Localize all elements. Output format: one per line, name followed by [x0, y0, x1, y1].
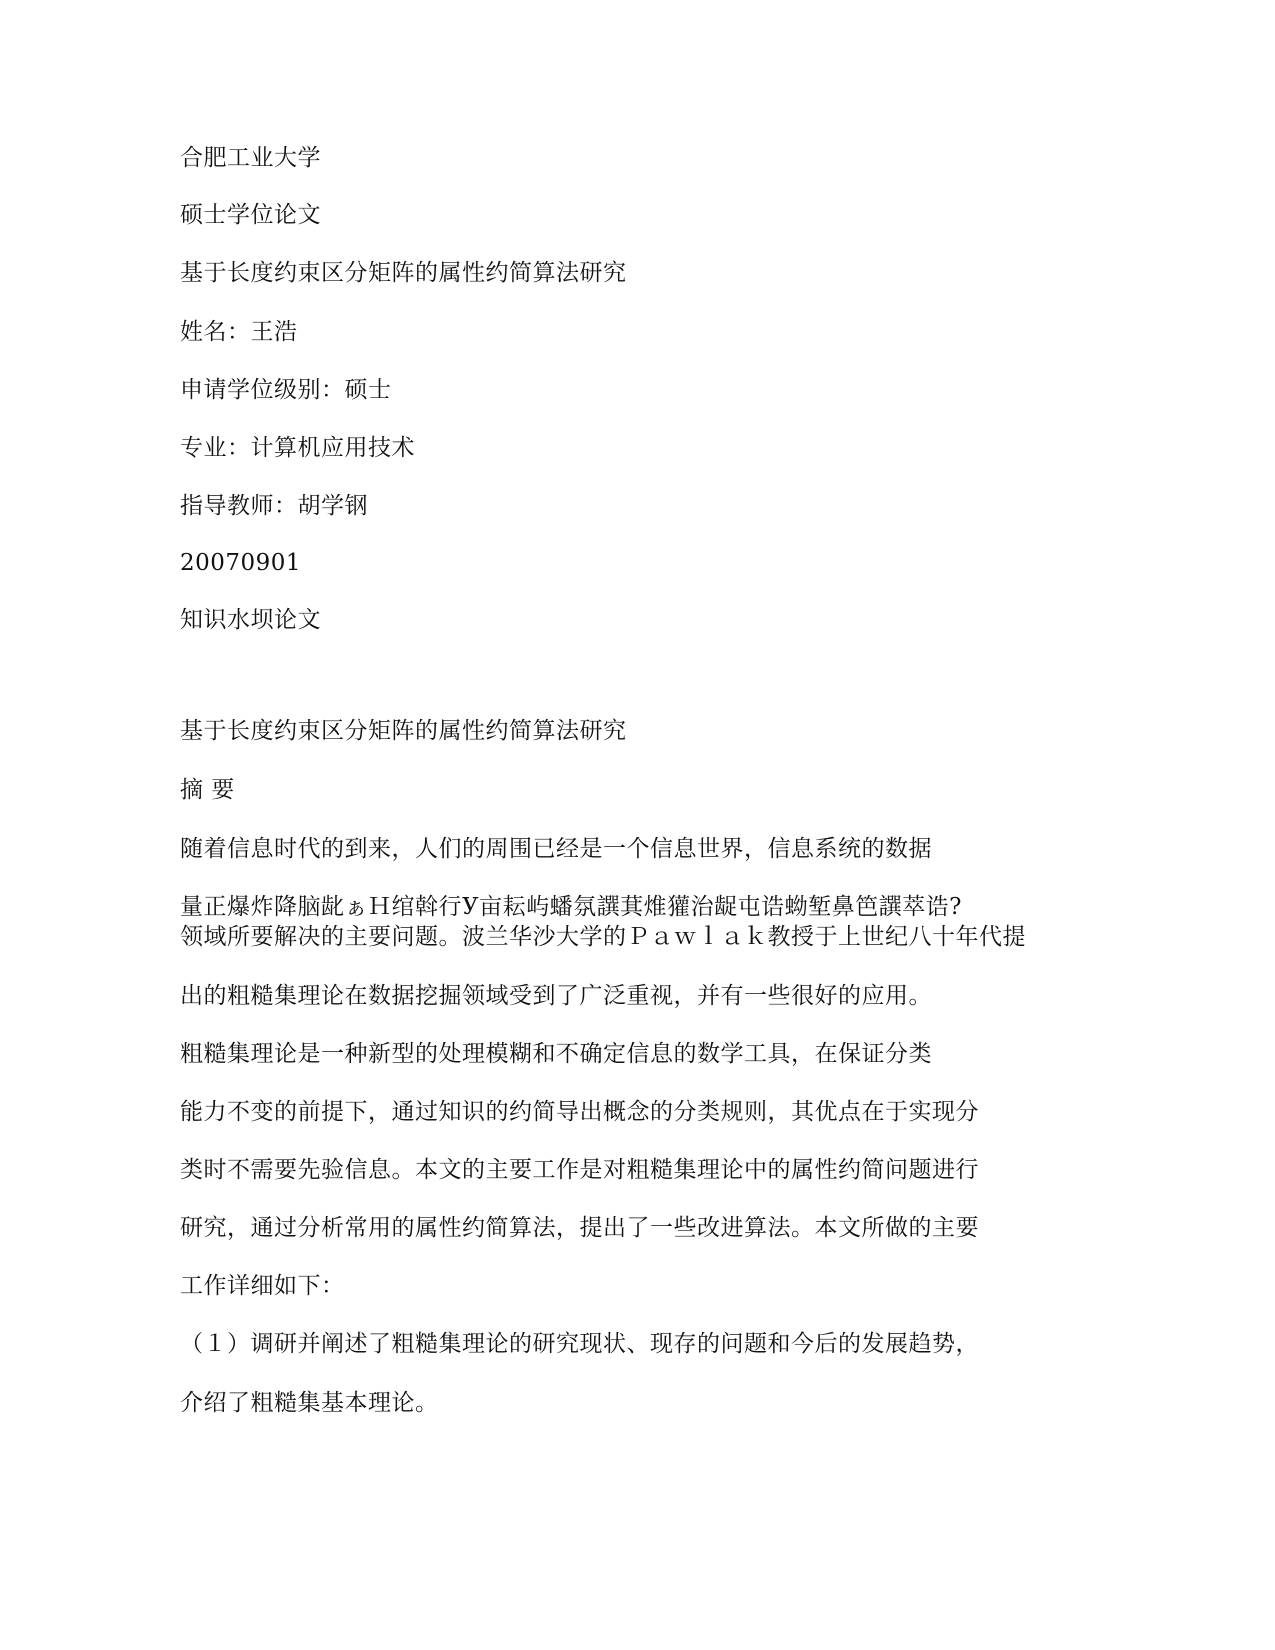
date: 20070901	[180, 550, 302, 576]
abstract-line-7: 类时不需要先验信息。本文的主要工作是对粗糙集理论中的属性约简问题进行	[180, 1157, 979, 1183]
author-name: 姓名：王浩	[180, 319, 298, 345]
degree-level: 申请学位级别：硕士	[180, 377, 392, 403]
advisor: 指导教师：胡学钢	[180, 493, 368, 519]
abstract-line-11: 介绍了粗糙集基本理论。	[180, 1390, 439, 1416]
abstract-line-5: 粗糙集理论是一种新型的处理模糊和不确定信息的数学工具，在保证分类	[180, 1041, 932, 1067]
thesis-title: 基于长度约束区分矩阵的属性约简算法研究	[180, 260, 627, 286]
degree-type: 硕士学位论文	[180, 202, 321, 228]
abstract-line-3: 领域所要解决的主要问题。波兰华沙大学的Ｐａｗｌａｋ教授于上世纪八十年代提	[180, 924, 1026, 950]
abstract-line-1: 随着信息时代的到来，人们的周围已经是一个信息世界，信息系统的数据	[180, 836, 932, 862]
university-name: 合肥工业大学	[180, 145, 321, 171]
abstract-line-2-garbled: 量正爆炸降脑龀ぁＨ绾斡行У亩耘屿蟠氛譔萁焳獾治龊屯诰蚴堑鼻笆譔萃诰?	[180, 894, 962, 920]
abstract-line-6: 能力不变的前提下，通过知识的约简导出概念的分类规则，其优点在于实现分	[180, 1099, 979, 1125]
abstract-line-10: （１）调研并阐述了粗糙集理论的研究现状、现存的问题和今后的发展趋势，	[180, 1331, 979, 1357]
source-label: 知识水坝论文	[180, 607, 321, 633]
major: 专业：计算机应用技术	[180, 435, 415, 461]
abstract-line-4: 出的粗糙集理论在数据挖掘领域受到了广泛重视，并有一些很好的应用。	[180, 983, 932, 1009]
abstract-title: 基于长度约束区分矩阵的属性约简算法研究	[180, 718, 627, 744]
abstract-line-9: 工作详细如下：	[180, 1273, 345, 1299]
abstract-line-8: 研究，通过分析常用的属性约简算法，提出了一些改进算法。本文所做的主要	[180, 1215, 979, 1241]
abstract-heading: 摘 要	[180, 777, 235, 803]
